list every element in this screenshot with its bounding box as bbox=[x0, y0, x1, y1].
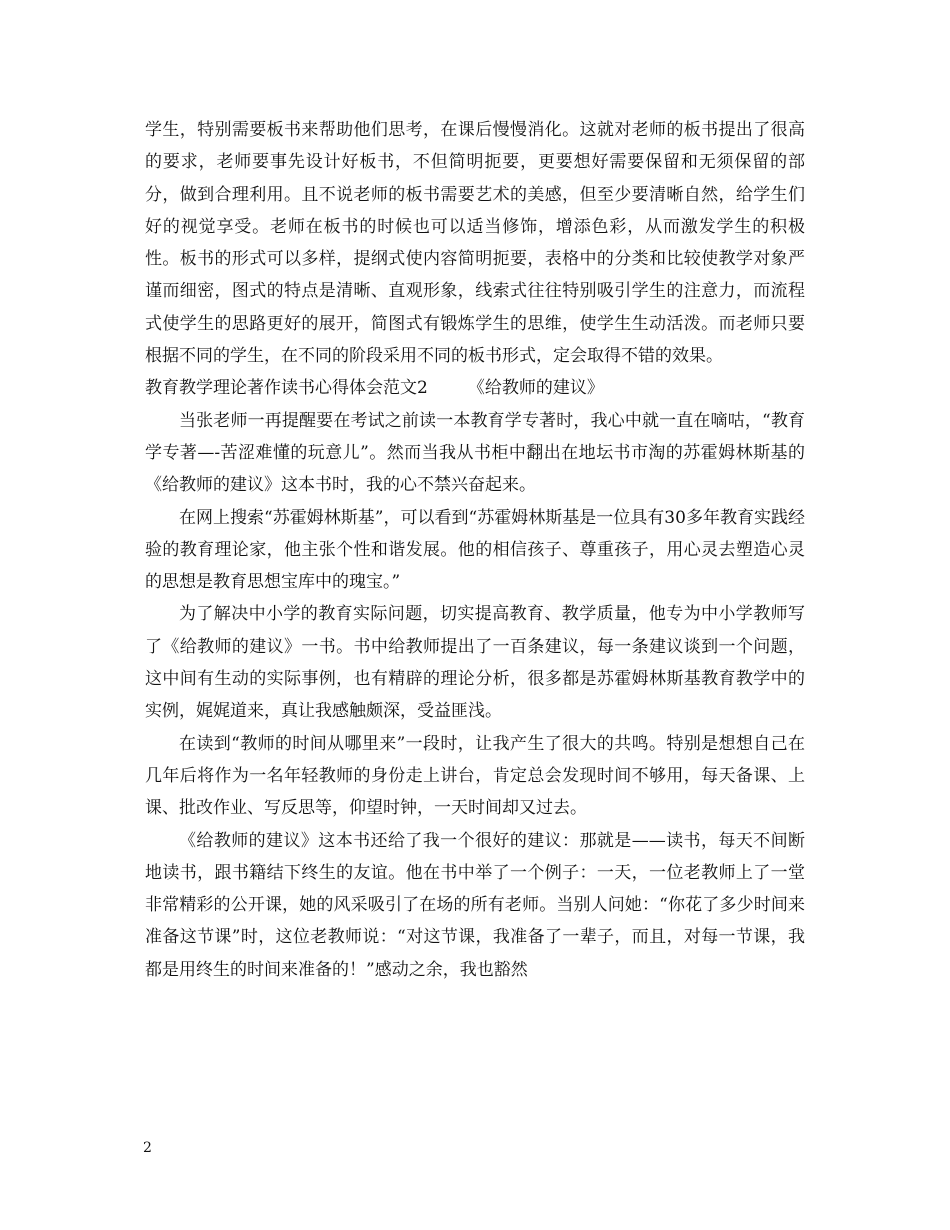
paragraph-3: 为了解决中小学的教育实际问题，切实提高教育、教学质量，他专为中小学教师写了《给教师的建议》一书。书中给教师提出了一百条建议，每一条建议谈到一个问题，这中间有生动的实际事例，也有精辟的理论分析，很多都是苏霍姆林斯基教育教学中的实例，娓娓道来，真让我感触颇深，受益匪浅。 bbox=[145, 604, 805, 722]
document-body bbox=[145, 114, 805, 986]
section-heading-title: 教育教学理论著作读书心得体会范文2 bbox=[145, 378, 428, 399]
page-number: 2 bbox=[143, 1140, 152, 1156]
section-heading bbox=[145, 372, 805, 404]
paragraph-2: 在网上搜索“苏霍姆林斯基”，可以看到“苏霍姆林斯基是一位具有30多年教育实践经验的教育理论家，他主张个性和谐发展。他的相信孩子、尊重孩子，用心灵去塑造心灵的思想是教育思想宝库中的瑰宝。” bbox=[145, 507, 805, 593]
paragraph-5: 《给教师的建议》这本书还给了我一个很好的建议：那就是——读书，每天不间断地读书，跟书籍结下终生的友谊。他在书中举了一个例子：一天，一位老教师上了一堂非常精彩的公开课，她的风采吸引了在场的所有老师。当别人问她：“你花了多少时间来准备这节课”时，这位老教师说：“对这节课，我准备了一辈子，而且，对每一节课，我都是用终生的时间来准备的！”感动之余，我也豁然 bbox=[145, 830, 805, 980]
paragraph-1: 当张老师一再提醒要在考试之前读一本教育学专著时，我心中就一直在嘀咕，“教育学专著—-苦涩难懂的玩意儿”。然而当我从书柜中翻出在地坛书市淘的苏霍姆林斯基的《给教师的建议》这本书时，我的心不禁兴奋起来。 bbox=[145, 410, 805, 496]
paragraph-continued: 学生，特别需要板书来帮助他们思考，在课后慢慢消化。这就对老师的板书提出了很高的要求，老师要事先设计好板书，不但简明扼要，更要想好需要保留和无须保留的部分，做到合理利用。且不说老师的板书需要艺术的美感，但至少要清晰自然，给学生们好的视觉享受。老师在板书的时候也可以适当修饰，增添色彩，从而激发学生的积极性。板书的形式可以多样，提纲式使内容简明扼要，表格中的分类和比较使教学对象严谨而细密，图式的特点是清晰、直观形象，线索式往往特别吸引学生的注意力，而流程式使学生的思路更好的展开，简图式有锻炼学生的思维，使学生生动活泼。而老师只要根据不同的学生，在不同的阶段采用不同的板书形式，定会取得不错的效果。 bbox=[145, 120, 805, 367]
paragraph-4: 在读到“教师的时间从哪里来”一段时，让我产生了很大的共鸣。特别是想想自己在几年后将作为一名年轻教师的身份走上讲台，肯定总会发现时间不够用，每天备课、上课、批改作业、写反思等，仰望时钟，一天时间却又过去。 bbox=[145, 733, 805, 819]
section-heading-book: 《给教师的建议》 bbox=[467, 378, 604, 399]
